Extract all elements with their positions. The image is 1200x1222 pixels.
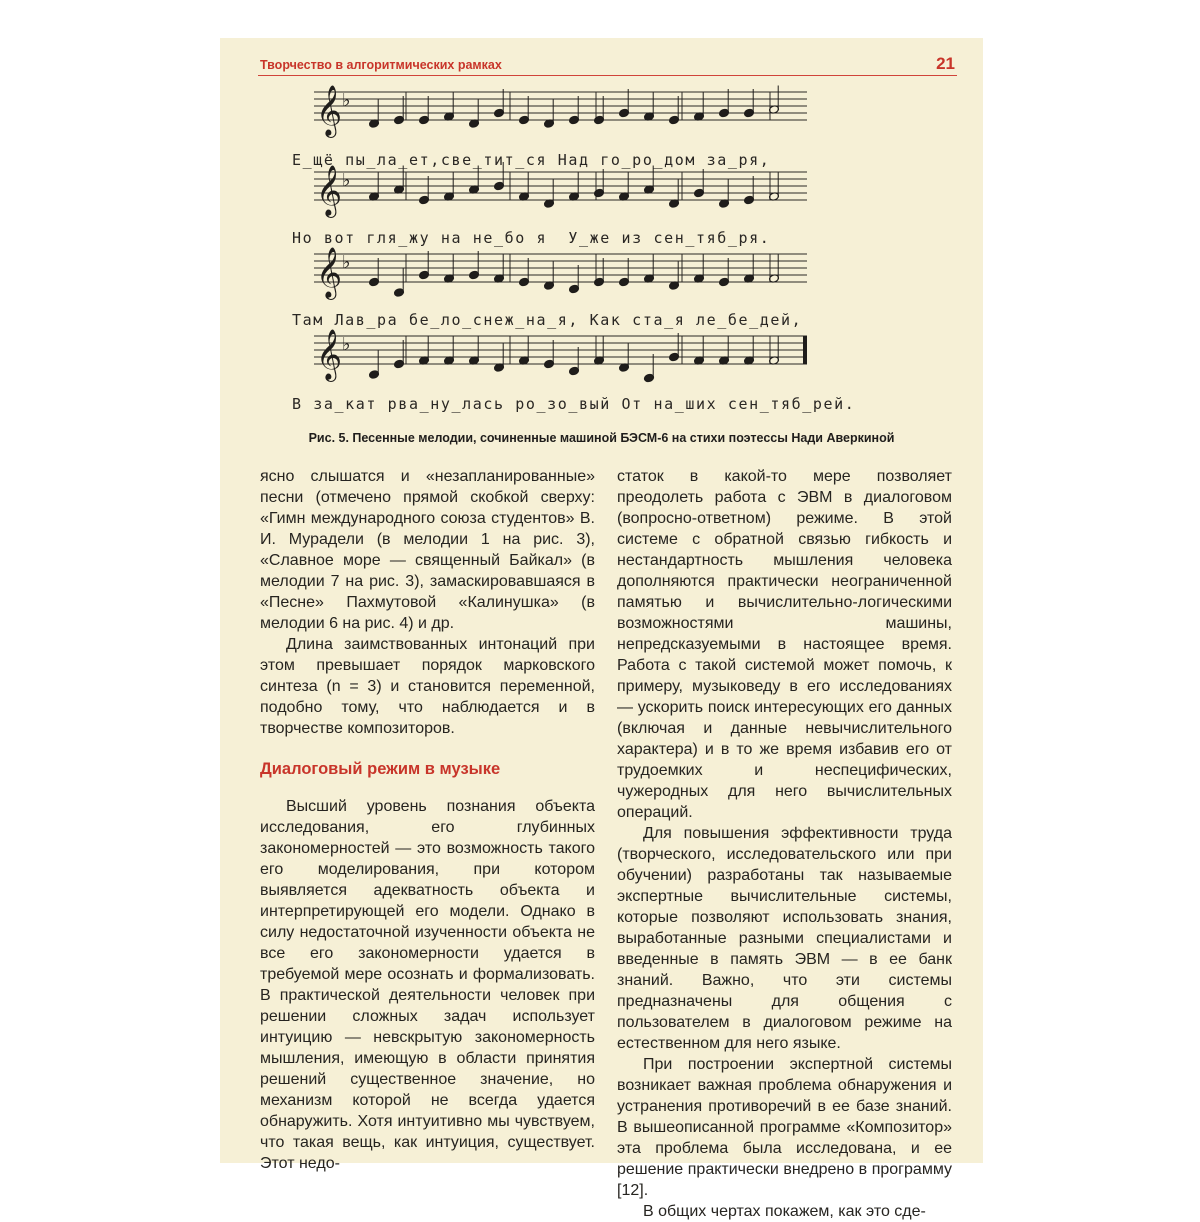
figure-caption: Рис. 5. Песенные мелодии, сочиненные машиной БЭСМ-6 на стихи поэтессы Нади Аверкиной (308, 431, 895, 445)
flat-key-icon: ♭ (342, 334, 351, 355)
running-title: Творчество в алгоритмических рамках (260, 58, 502, 72)
treble-clef-icon: 𝄞 (316, 329, 343, 380)
left-paragraph-2: Длина заимствованных интонаций при этом превышает порядок марковского синтеза (n = 3) и становится переменной, подобно тому, что наблюдается и в творчестве композиторов. (260, 636, 595, 737)
flat-key-icon: ♭ (342, 90, 351, 111)
flat-key-icon: ♭ (342, 252, 351, 273)
page-number: 21 (936, 54, 955, 73)
treble-clef-icon: 𝄞 (316, 247, 343, 298)
lyric-line-1: Е_щё пы_ла_ет,све_тит_ся Над го_ро_дом за_ря, (292, 151, 771, 169)
right-paragraph-1: статок в какой-то мере позволяет преодолеть работа с ЭВМ в диалоговом (вопросно-ответном) режиме. В этой системе с обратной связью гибкость и нестандартность мышления человека дополняются практически неограниченной памятью и вычислительно-логическими возможностями машины, непредсказуемыми в настоящее время. Работа с такой системой может помочь, к примеру, музыковеду в его исследованиях — ускорить поиск интересующих его данных (включая и данные невычислительного характера) и в то же время избавив его от трудоемких и неспецифических, чужеродных для него вычислительных операций. (617, 468, 952, 821)
flat-key-icon: ♭ (342, 170, 351, 191)
treble-clef-icon: 𝄞 (316, 85, 343, 136)
right-column (617, 466, 952, 1222)
music-score (310, 84, 910, 424)
header-rule (258, 75, 957, 76)
book-page (220, 38, 983, 1220)
left-paragraph-3: Высший уровень познания объекта исследования, его глубинных закономерностей — это возможность такого его моделирования, при котором выявляется адекватность объекта и интерпретирующей его модели. Однако в силу недостаточной изученности объекта не все его закономерности удается в требуемой мере осознать и формализовать. В практической деятельности человек при решении сложных задач использует интуицию — невскрытую закономерность мышления, имеющую в области принятия решений существенное значение, но механизм которой не всегда удается обнаружить. Хотя интуитивно мы чувствуем, что такая вещь, как интуиция, существует. Этот недо- (260, 798, 595, 1172)
treble-clef-icon: 𝄞 (316, 165, 343, 216)
right-paragraph-3: При построении экспертной системы возникает важная проблема обнаружения и устранения противоречий в ее базе знаний. В вышеописанной программе «Композитор» эта проблема была исследована, и ее решение практически внедрено в программу [12]. (617, 1056, 952, 1199)
lyric-line-4: В за_кат рва_ну_лась ро_зо_вый От на_ших сен_тяб_рей. (292, 395, 856, 413)
lyric-line-3: Там Лав_ра бе_ло_снеж_на_я, Как ста_я ле_бе_дей, (292, 311, 803, 329)
section-heading: Диалоговый режим в музыке (260, 760, 501, 778)
right-paragraph-4: В общих чертах покажем, как это сде- (643, 1203, 926, 1220)
lyric-line-2: Но вот гля_жу на не_бо я У_же из сен_тяб_ря. (292, 229, 771, 247)
left-column-top (260, 466, 595, 739)
right-paragraph-2: Для повышения эффективности труда (творческого, исследовательского или при обучении) разработаны так называемые экспертные вычислительные системы, которые позволяют использовать знания, выработанные разными специалистами и введенные в память ЭВМ — в ее банк знаний. Важно, что эти системы предназначены для общения с пользователем в диалоговом режиме на естественном для него языке. (617, 825, 952, 1052)
left-column-bottom (260, 796, 595, 1174)
final-barline (803, 336, 807, 364)
left-paragraph-1: ясно слышатся и «незапланированные» песни (отмечено прямой скобкой сверху: «Гимн международного союза студентов» В. И. Мурадели (в мелодии 1 на рис. 3), «Славное море — священный Байкал» (в мелодии 7 на рис. 3), замаскировавшаяся в «Песне» Пахмутовой «Калинушка» (в мелодии 6 на рис. 4) и др. (260, 468, 595, 632)
